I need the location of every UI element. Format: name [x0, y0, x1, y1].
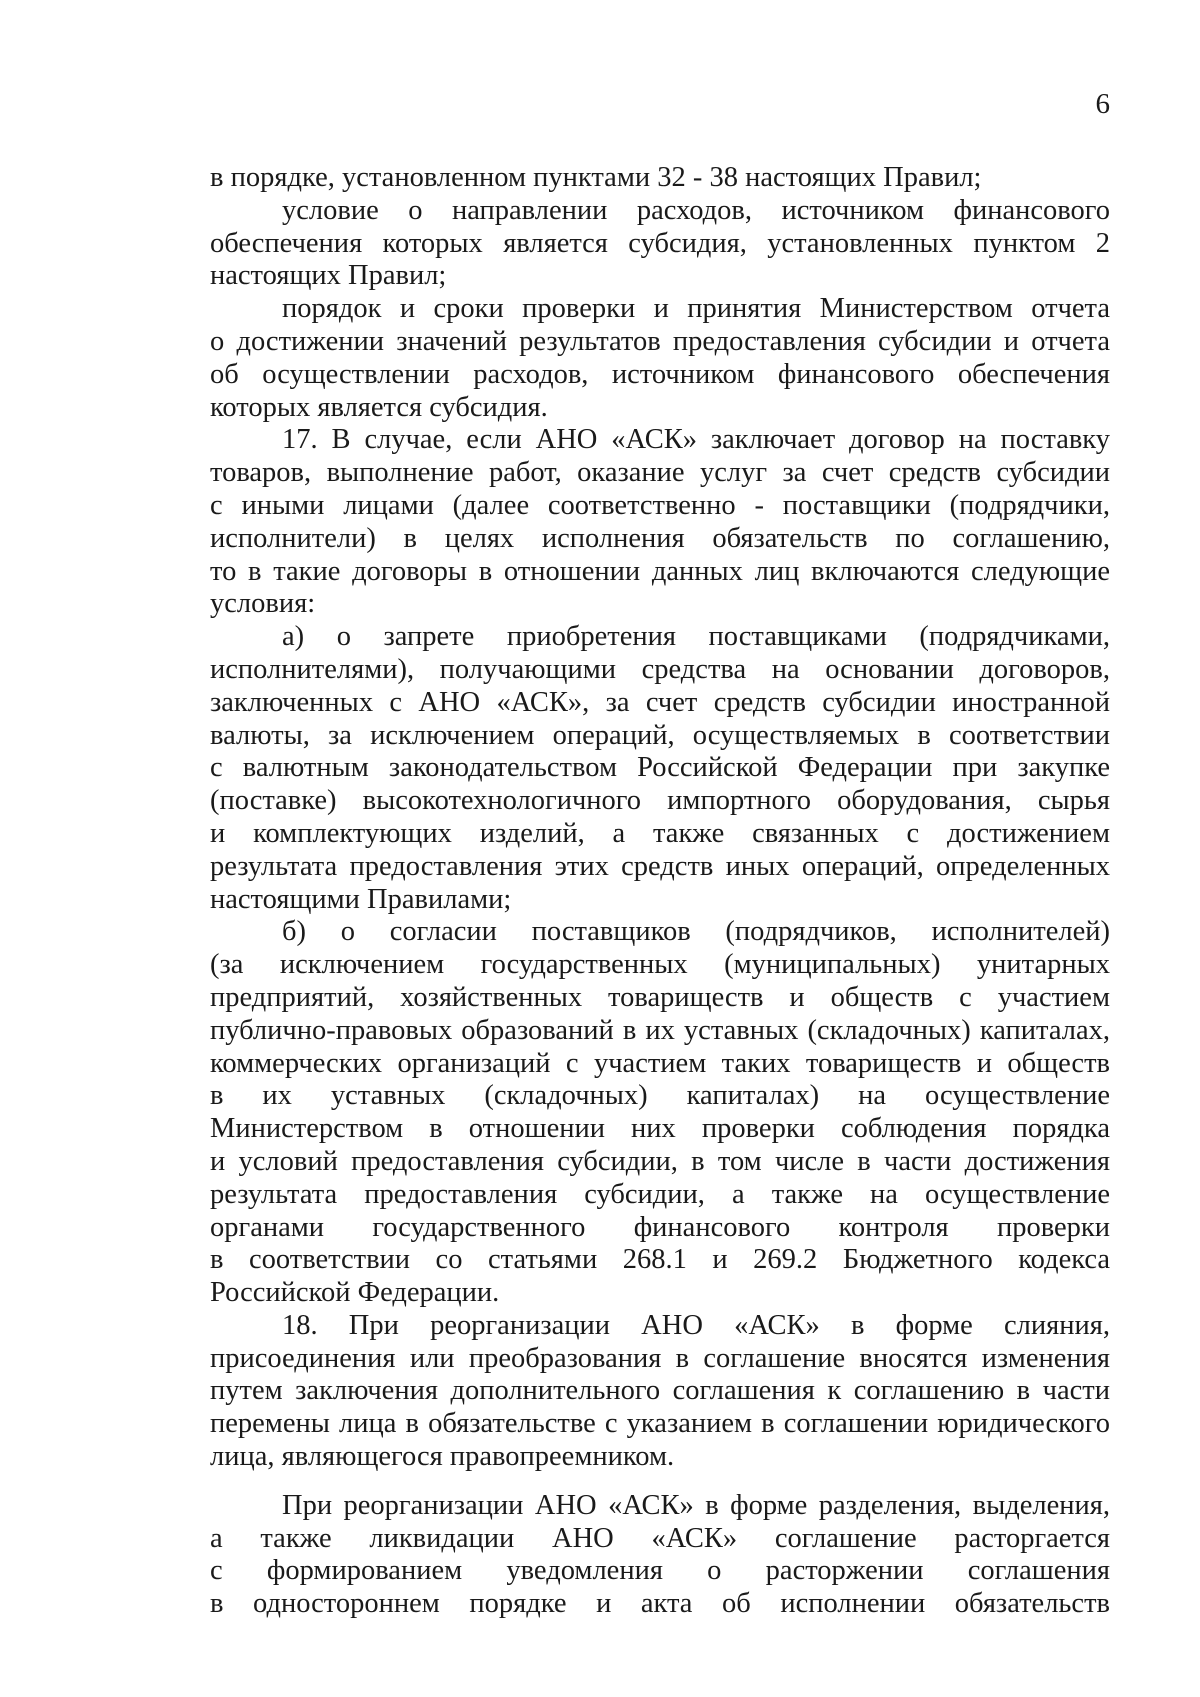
text-line: которых является субсидия. [210, 391, 548, 423]
text-line: Министерством в отношении них проверки соблюдения порядка [210, 1113, 1110, 1145]
text-line: условия: [210, 588, 316, 620]
text-line: результата предоставления этих средств иных операций, определенных [210, 850, 1110, 882]
text-line: то в такие договоры в отношении данных лиц включаются следующие [210, 555, 1110, 587]
text-line: 17. В случае, если АНО «АСК» заключает договор на поставку [282, 424, 1110, 456]
text-line: в порядке, установленном пунктами 32 - 38 настоящих Правил; [210, 162, 982, 193]
text-line: а) о запрете приобретения поставщиками (подрядчиками, [282, 621, 1110, 653]
text-line: настоящими Правилами; [210, 883, 512, 915]
text-line: товаров, выполнение работ, оказание услуг за счет средств субсидии [210, 457, 1110, 489]
text-line: Российской Федерации. [210, 1277, 500, 1309]
text-line: условие о направлении расходов, источником финансового [282, 194, 1110, 226]
text-line: (поставке) высокотехнологичного импортного оборудования, сырья [210, 785, 1110, 817]
text-line: об осуществлении расходов, источником финансового обеспечения [210, 358, 1110, 390]
text-line: валюты, за исключением операций, осуществляемых в соответствии [210, 719, 1110, 751]
text-line: При реорганизации АНО «АСК» в форме разделения, выделения, [282, 1489, 1110, 1521]
text-line: предприятий, хозяйственных товариществ и обществ с участием [210, 981, 1110, 1013]
text-line: в соответствии со статьями 268.1 и 269.2 Бюджетного кодекса [210, 1244, 1110, 1276]
text-line: в одностороннем порядке и акта об исполнении обязательств [210, 1588, 1110, 1620]
text-line: публично-правовых образований в их уставных (складочных) капиталах, [210, 1014, 1110, 1046]
page-number: 6 [1095, 88, 1110, 120]
text-line: о достижении значений результатов предоставления субсидии и отчета [210, 325, 1110, 357]
text-line: с формированием уведомления о расторжении соглашения [210, 1555, 1110, 1587]
text-line: порядок и сроки проверки и принятия Министерством отчета [282, 293, 1110, 325]
text-line: путем заключения дополнительного соглашения к соглашению в части [210, 1375, 1110, 1407]
text-line: присоединения или преобразования в соглашение вносятся изменения [210, 1342, 1110, 1374]
text-line: коммерческих организаций с участием таких товариществ и обществ [210, 1047, 1110, 1079]
text-line: органами государственного финансового контроля проверки [210, 1211, 1110, 1243]
text-line: исполнителями), получающими средства на основании договоров, [210, 653, 1110, 685]
text-line: а также ликвидации АНО «АСК» соглашение расторгается [210, 1522, 1110, 1554]
text-line: и комплектующих изделий, а также связанных с достижением [210, 817, 1110, 849]
document-body [210, 162, 1110, 1621]
text-line: с валютным законодательством Российской Федерации при закупке [210, 752, 1110, 784]
text-line: настоящих Правил; [210, 260, 447, 292]
text-line: заключенных с АНО «АСК», за счет средств субсидии иностранной [210, 686, 1110, 718]
text-line: 18. При реорганизации АНО «АСК» в форме слияния, [282, 1309, 1110, 1341]
text-line: исполнители) в целях исполнения обязательств по соглашению, [210, 522, 1110, 554]
text-line: с иными лицами (далее соответственно - поставщики (подрядчики, [210, 489, 1110, 521]
text-line: и условий предоставления субсидии, в том числе в части достижения [210, 1145, 1110, 1177]
text-line: (за исключением государственных (муниципальных) унитарных [210, 949, 1110, 981]
text-line: лица, являющегося правопреемником. [210, 1441, 675, 1473]
text-line: в их уставных (складочных) капиталах) на осуществление [210, 1080, 1110, 1112]
text-line: обеспечения которых является субсидия, установленных пунктом 2 [210, 227, 1110, 259]
text-line: перемены лица в обязательстве с указанием в соглашении юридического [210, 1408, 1110, 1440]
text-line: результата предоставления субсидии, а также на осуществление [210, 1178, 1110, 1210]
text-line: б) о согласии поставщиков (подрядчиков, исполнителей) [282, 916, 1110, 948]
